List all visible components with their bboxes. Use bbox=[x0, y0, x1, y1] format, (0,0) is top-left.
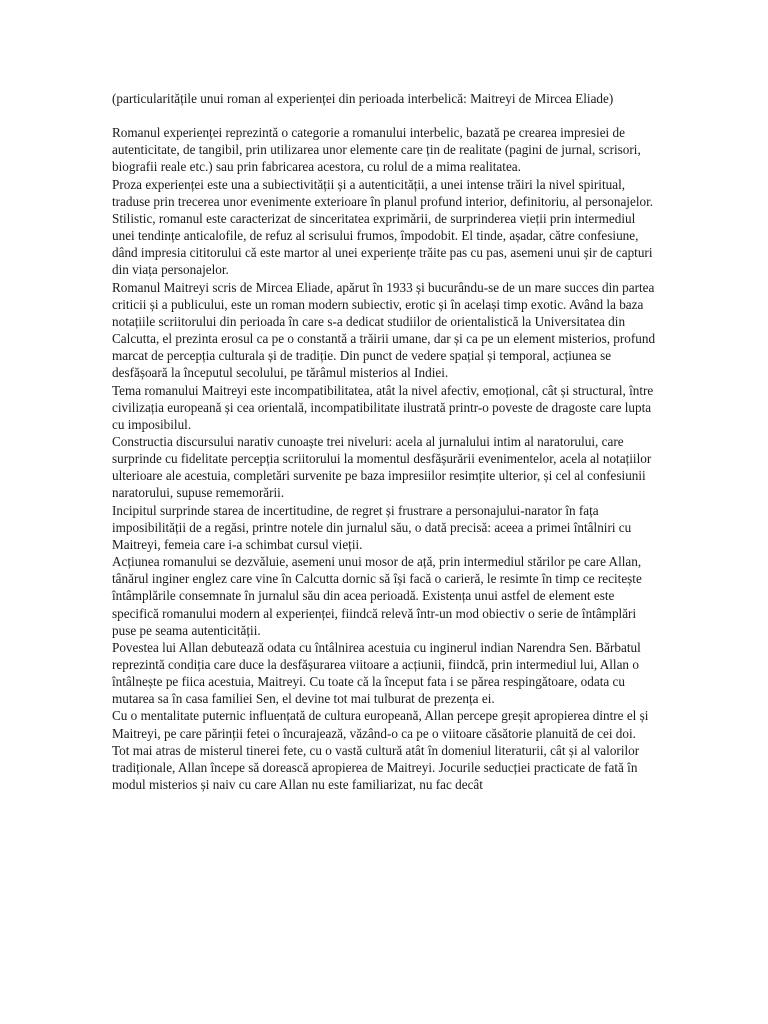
paragraph-3: Romanul Maitreyi scris de Mircea Eliade, apărut în 1933 și bucurându-se de un mare succes din partea criticii și a publicului, este un roman modern subiectiv, erotic și în același timp exotic. Având la baza notațiile scriitorului din perioada în care s-a dedicat studiilor de orientalistică la Universitatea din Calcutta, el prezinta erosul ca pe o constantă a trăirii umane, dar și ca pe un element misterios, profund marcat de percepția culturala și de tradiție. Din punct de vedere spațial și temporal, acțiunea se desfășoară la începutul secolului, pe tărâmul misterios al Indiei. bbox=[112, 279, 656, 381]
paragraph-10: Tot mai atras de misterul tinerei fete, cu o vastă cultură atât în domeniul literaturii, cât și al valorilor tradiționale, Allan începe să dorească apropierea de Maitreyi. Jocurile seducției practicate de fată în modul misterios și naiv cu care Allan nu este familiarizat, nu fac decât bbox=[112, 742, 640, 793]
paragraph-9: Cu o mentalitate puternic influențată de cultura europeană, Allan percepe greșit apropierea dintre el și Maitreyi, pe care părinții fetei o încurajează, văzând-o ca pe o viitoare căsătorie planuită de cei doi. bbox=[112, 708, 649, 741]
paragraph-5: Constructia discursului narativ cunoaște trei niveluri: acela al jurnalului intim al naratorului, care surprinde cu fidelitate percepția scriitorului la momentul desfășurării evenimentelor, acela al notațiilor ulterioare ale acestuia, completări survenite pe baza impresiilor resimțite ulterior, și cel al confesiunii naratorului, supuse rememorării. bbox=[112, 433, 652, 501]
paragraph-4: Tema romanului Maitreyi este incompatibilitatea, atât la nivel afectiv, emoțional, cât și structural, între civilizația europeană și cea orientală, incompatibilitate ilustrată printr-o poveste de dragoste care lupta cu imposibilul. bbox=[112, 382, 654, 432]
paragraph-1: Romanul experienței reprezintă o categorie a romanului interbelic, bazată pe crearea impresiei de autenticitate, de tangibil, prin utilizarea unor elemente care țin de realitate (pagini de jurnal, scrisori, biografii reale etc.) sau prin fabricarea acestora, cu rolul de a mima realitatea. bbox=[112, 125, 641, 175]
document-heading: (particularitățile unui roman al experienței din perioada interbelică: Maitreyi de Mircea Eliade) bbox=[112, 91, 614, 106]
paragraph-7: Acțiunea romanului se dezvăluie, asemeni unui mosor de ață, prin intermediul stărilor pe care Allan, tânărul inginer englez care vine în Calcutta dornic să își facă o carieră, le resimte în timp ce recitește întâmplările consemnate în jurnalul său din acea perioadă. Existența unui astfel de element este specifică romanului modern al experienței, fiindcă relevă într-un mod obiectiv o serie de întâmplări puse pe seama autenticității. bbox=[112, 554, 642, 638]
paragraph-8: Povestea lui Allan debutează odata cu întâlnirea acestuia cu inginerul indian Narendra Sen. Bărbatul reprezintă condiția care duce la desfășurarea viitoare a acțiunii, fiindcă, prin intermediul lui, Allan o întâlnește pe fiica acestuia, Maitreyi. Cu toate că la început fata i se părea respingătoare, odata cu mutarea sa în casa familiei Sen, el devine tot mai tulburat de prezența ei. bbox=[112, 639, 641, 707]
paragraph-6: Incipitul surprinde starea de incertitudine, de regret și frustrare a personajului-narator în fața imposibilității de a regăsi, printre notele din jurnalul său, o dată precisă: aceea a primei întâlniri cu Maitreyi, femeia care i-a schimbat cursul vieții. bbox=[112, 502, 632, 552]
document-body bbox=[112, 90, 660, 793]
paragraph-2: Proza experienței este una a subiectivității și a autenticității, a unei intense trăiri la nivel spiritual, traduse prin trecerea unor evenimente exterioare în planul profund interior, definitoriu, al personajelor. Stilistic, romanul este caracterizat de sinceritatea exprimării, de surprinderea vieții prin intermediul unei tendințe anticalofile, de refuz al scrisului frumos, împodobit. El tinde, așadar, către confesiune, dând impresia cititorului că este martor al unei experiențe trăite pas cu pas, asemeni unui șir de capturi din viața personajelor. bbox=[112, 176, 654, 278]
